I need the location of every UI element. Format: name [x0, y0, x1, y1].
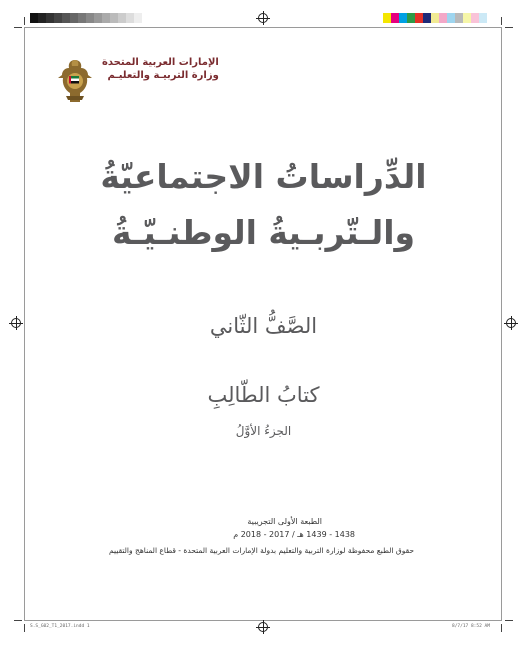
- print-slug-timestamp: 8/7/17 8:52 AM: [452, 624, 490, 629]
- years-text: 1438 - 1439 هـ / 2017 - 2018 م: [233, 530, 355, 539]
- registration-mark-top-icon: [258, 13, 268, 23]
- crop-mark: [14, 620, 22, 621]
- book-title-line2: والـتّربـيةُ الوطنـيّـةُ: [111, 213, 416, 252]
- grey-calibration-bar: [30, 13, 142, 23]
- registration-mark-bottom-icon: [258, 622, 268, 632]
- print-slug-filename: S.S_G02_T1_2017.indd 1: [30, 624, 90, 629]
- ministry-logo: [56, 56, 219, 104]
- ministry-country: الإمارات العربية المتحدة: [102, 57, 219, 68]
- crop-mark: [505, 620, 513, 621]
- uae-emblem-icon: [56, 56, 94, 104]
- part-label: الجزءُ الأوَّلُ: [235, 424, 292, 438]
- edition-text: الطبعة الأولى التجريبية: [247, 517, 322, 526]
- crop-mark: [24, 624, 25, 632]
- crop-mark: [14, 27, 22, 28]
- crop-mark: [501, 624, 502, 632]
- crop-mark: [505, 27, 513, 28]
- book-title-line1: الدِّراساتُ الاجتماعيّةُ: [100, 157, 427, 196]
- color-calibration-bar: [383, 13, 487, 23]
- book-type-label: كتابُ الطّالِبِ: [207, 383, 320, 407]
- ministry-name: [102, 56, 219, 82]
- grade-label: الصَّفُّ الثّاني: [209, 314, 318, 338]
- crop-mark: [501, 17, 502, 25]
- copyright-text: حقوق الطبع محفوظة لوزارة التربية والتعليم بدولة الإمارات العربية المتحدة - قطاع المناهج والتقييم: [109, 546, 414, 555]
- crop-mark: [24, 17, 25, 25]
- ministry-title: وزارة التربيـة والتعليـم: [107, 70, 219, 81]
